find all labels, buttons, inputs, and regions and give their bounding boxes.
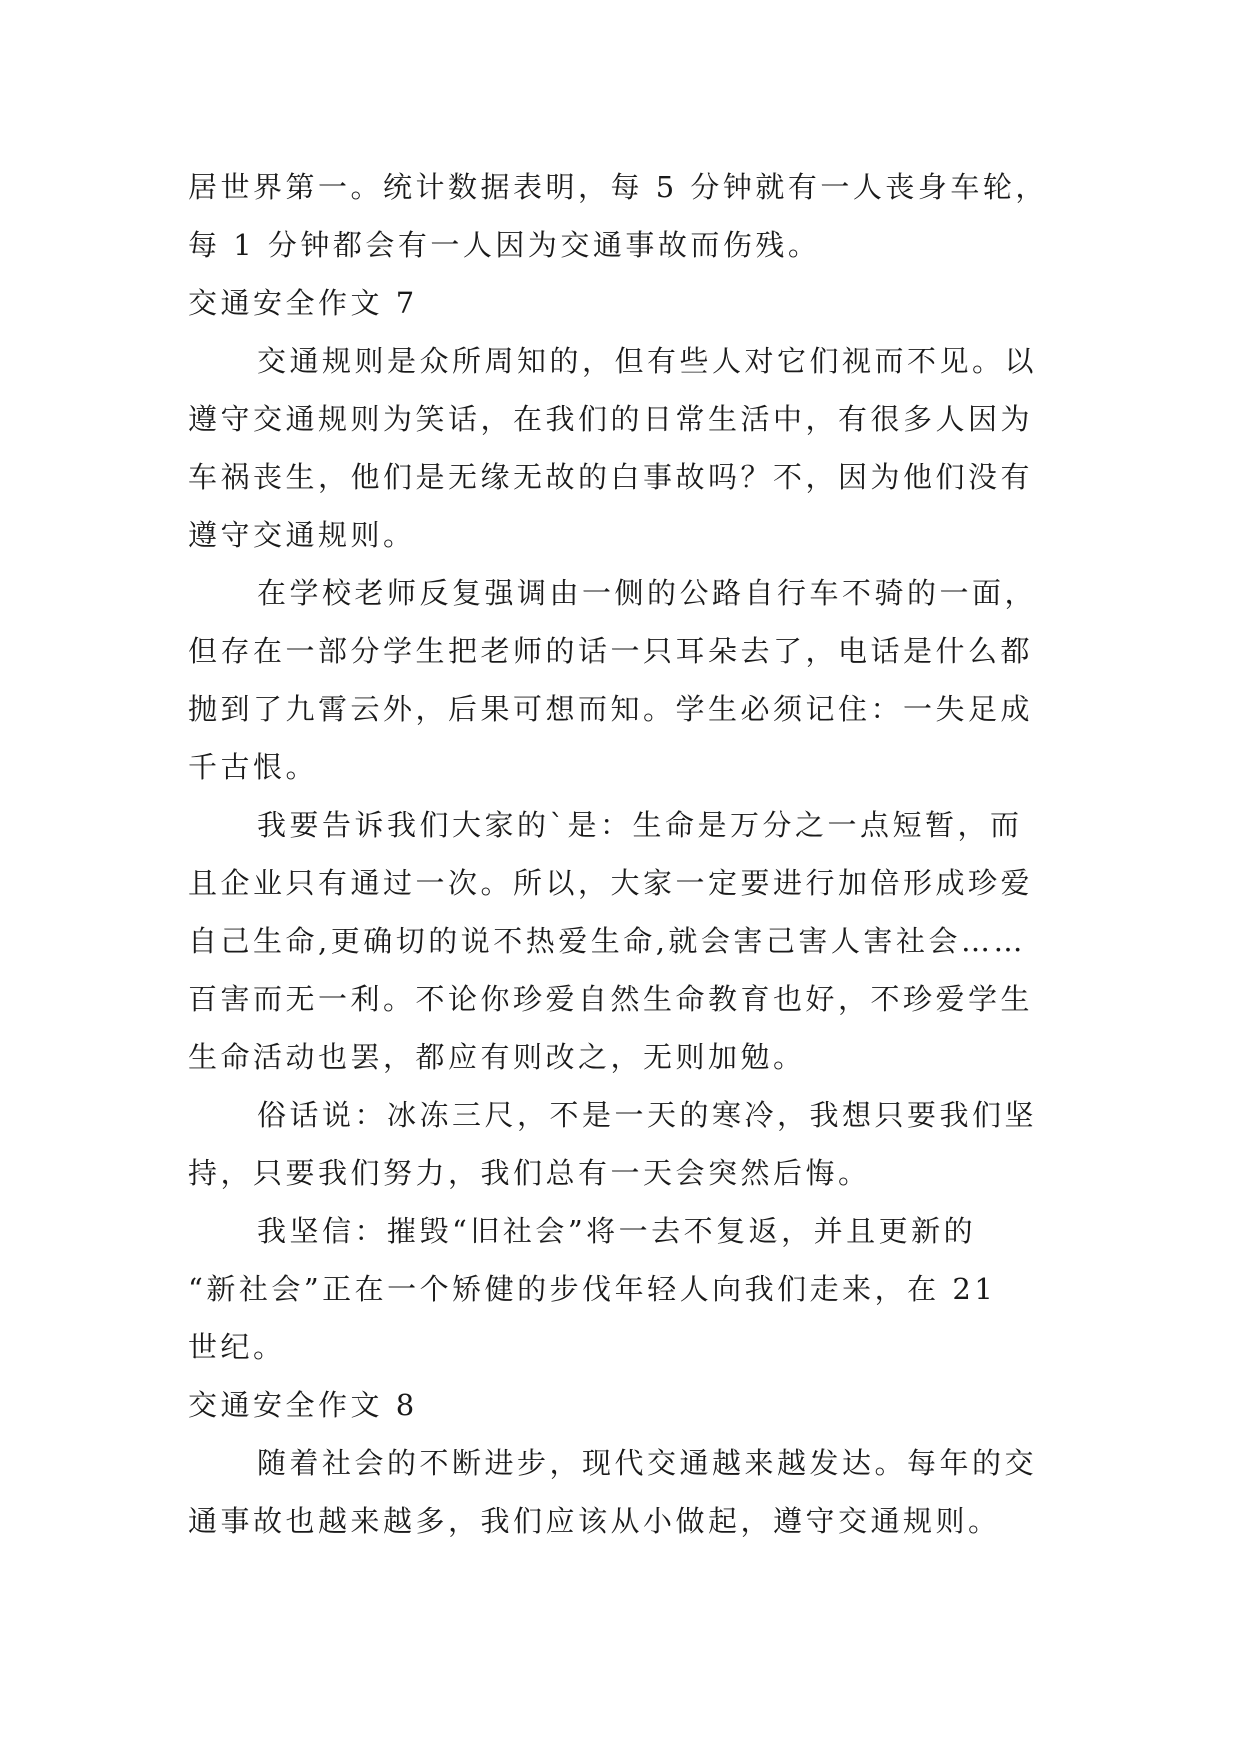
text-line: “新社会”正在一个矫健的步伐年轻人向我们走来，在 21 xyxy=(188,1272,997,1306)
text-line: 世纪。 xyxy=(188,1330,286,1364)
essay-7-paragraph-2 xyxy=(188,564,1048,796)
text-line: 我坚信：摧毁“旧社会”将一去不复返，并且更新的 xyxy=(257,1214,977,1248)
text-line: 每 1 分钟都会有一人因为交通事故而伤残。 xyxy=(188,228,821,262)
intro-paragraph xyxy=(188,158,1048,274)
text-line: 在学校老师反复强调由一侧的公路自行车不骑的一面， xyxy=(257,576,1038,610)
essay-7-paragraph-4 xyxy=(188,1086,1048,1202)
text-line: 遵守交通规则。 xyxy=(188,518,416,552)
text-line: 车祸丧生，他们是无缘无故的白事故吗？不，因为他们没有 xyxy=(188,460,1034,494)
text-line: 通事故也越来越多，我们应该从小做起，遵守交通规则。 xyxy=(188,1504,1001,1538)
text-line: 遵守交通规则为笑话，在我们的日常生活中，有很多人因为 xyxy=(188,402,1034,436)
text-line: 居世界第一。统计数据表明，每 5 分钟就有一人丧身车轮， xyxy=(188,170,1048,204)
essay-7-heading: 交通安全作文 7 xyxy=(188,286,418,320)
text-line: 随着社会的不断进步，现代交通越来越发达。每年的交 xyxy=(257,1446,1038,1480)
text-line: 且企业只有通过一次。所以，大家一定要进行加倍形成珍爱 xyxy=(188,866,1034,900)
text-line: 生命活动也罢，都应有则改之，无则加勉。 xyxy=(188,1040,806,1074)
text-line: 俗话说：冰冻三尺，不是一天的寒冷，我想只要我们坚 xyxy=(257,1098,1038,1132)
essay-8-heading: 交通安全作文 8 xyxy=(188,1388,418,1422)
text-line: 自己生命,更确切的说不热爱生命,就会害己害人害社会…… xyxy=(188,924,1026,958)
text-line: 我要告诉我们大家的`是：生命是万分之一点短暂，而 xyxy=(257,808,1023,842)
text-line: 千古恨。 xyxy=(188,750,319,784)
text-line: 持，只要我们努力，我们总有一天会突然后悔。 xyxy=(188,1156,871,1190)
text-line: 但存在一部分学生把老师的话一只耳朵去了，电话是什么都 xyxy=(188,634,1034,668)
text-line: 百害而无一利。不论你珍爱自然生命教育也好，不珍爱学生 xyxy=(188,982,1034,1016)
essay-7-paragraph-5 xyxy=(188,1202,1048,1376)
essay-7-paragraph-1 xyxy=(188,332,1048,564)
text-line: 抛到了九霄云外，后果可想而知。学生必须记住：一失足成 xyxy=(188,692,1034,726)
text-line: 交通规则是众所周知的，但有些人对它们视而不见。以 xyxy=(257,344,1038,378)
essay-7-paragraph-3 xyxy=(188,796,1048,1086)
document-page xyxy=(188,158,1048,1550)
essay-8-paragraph-1 xyxy=(188,1434,1048,1550)
